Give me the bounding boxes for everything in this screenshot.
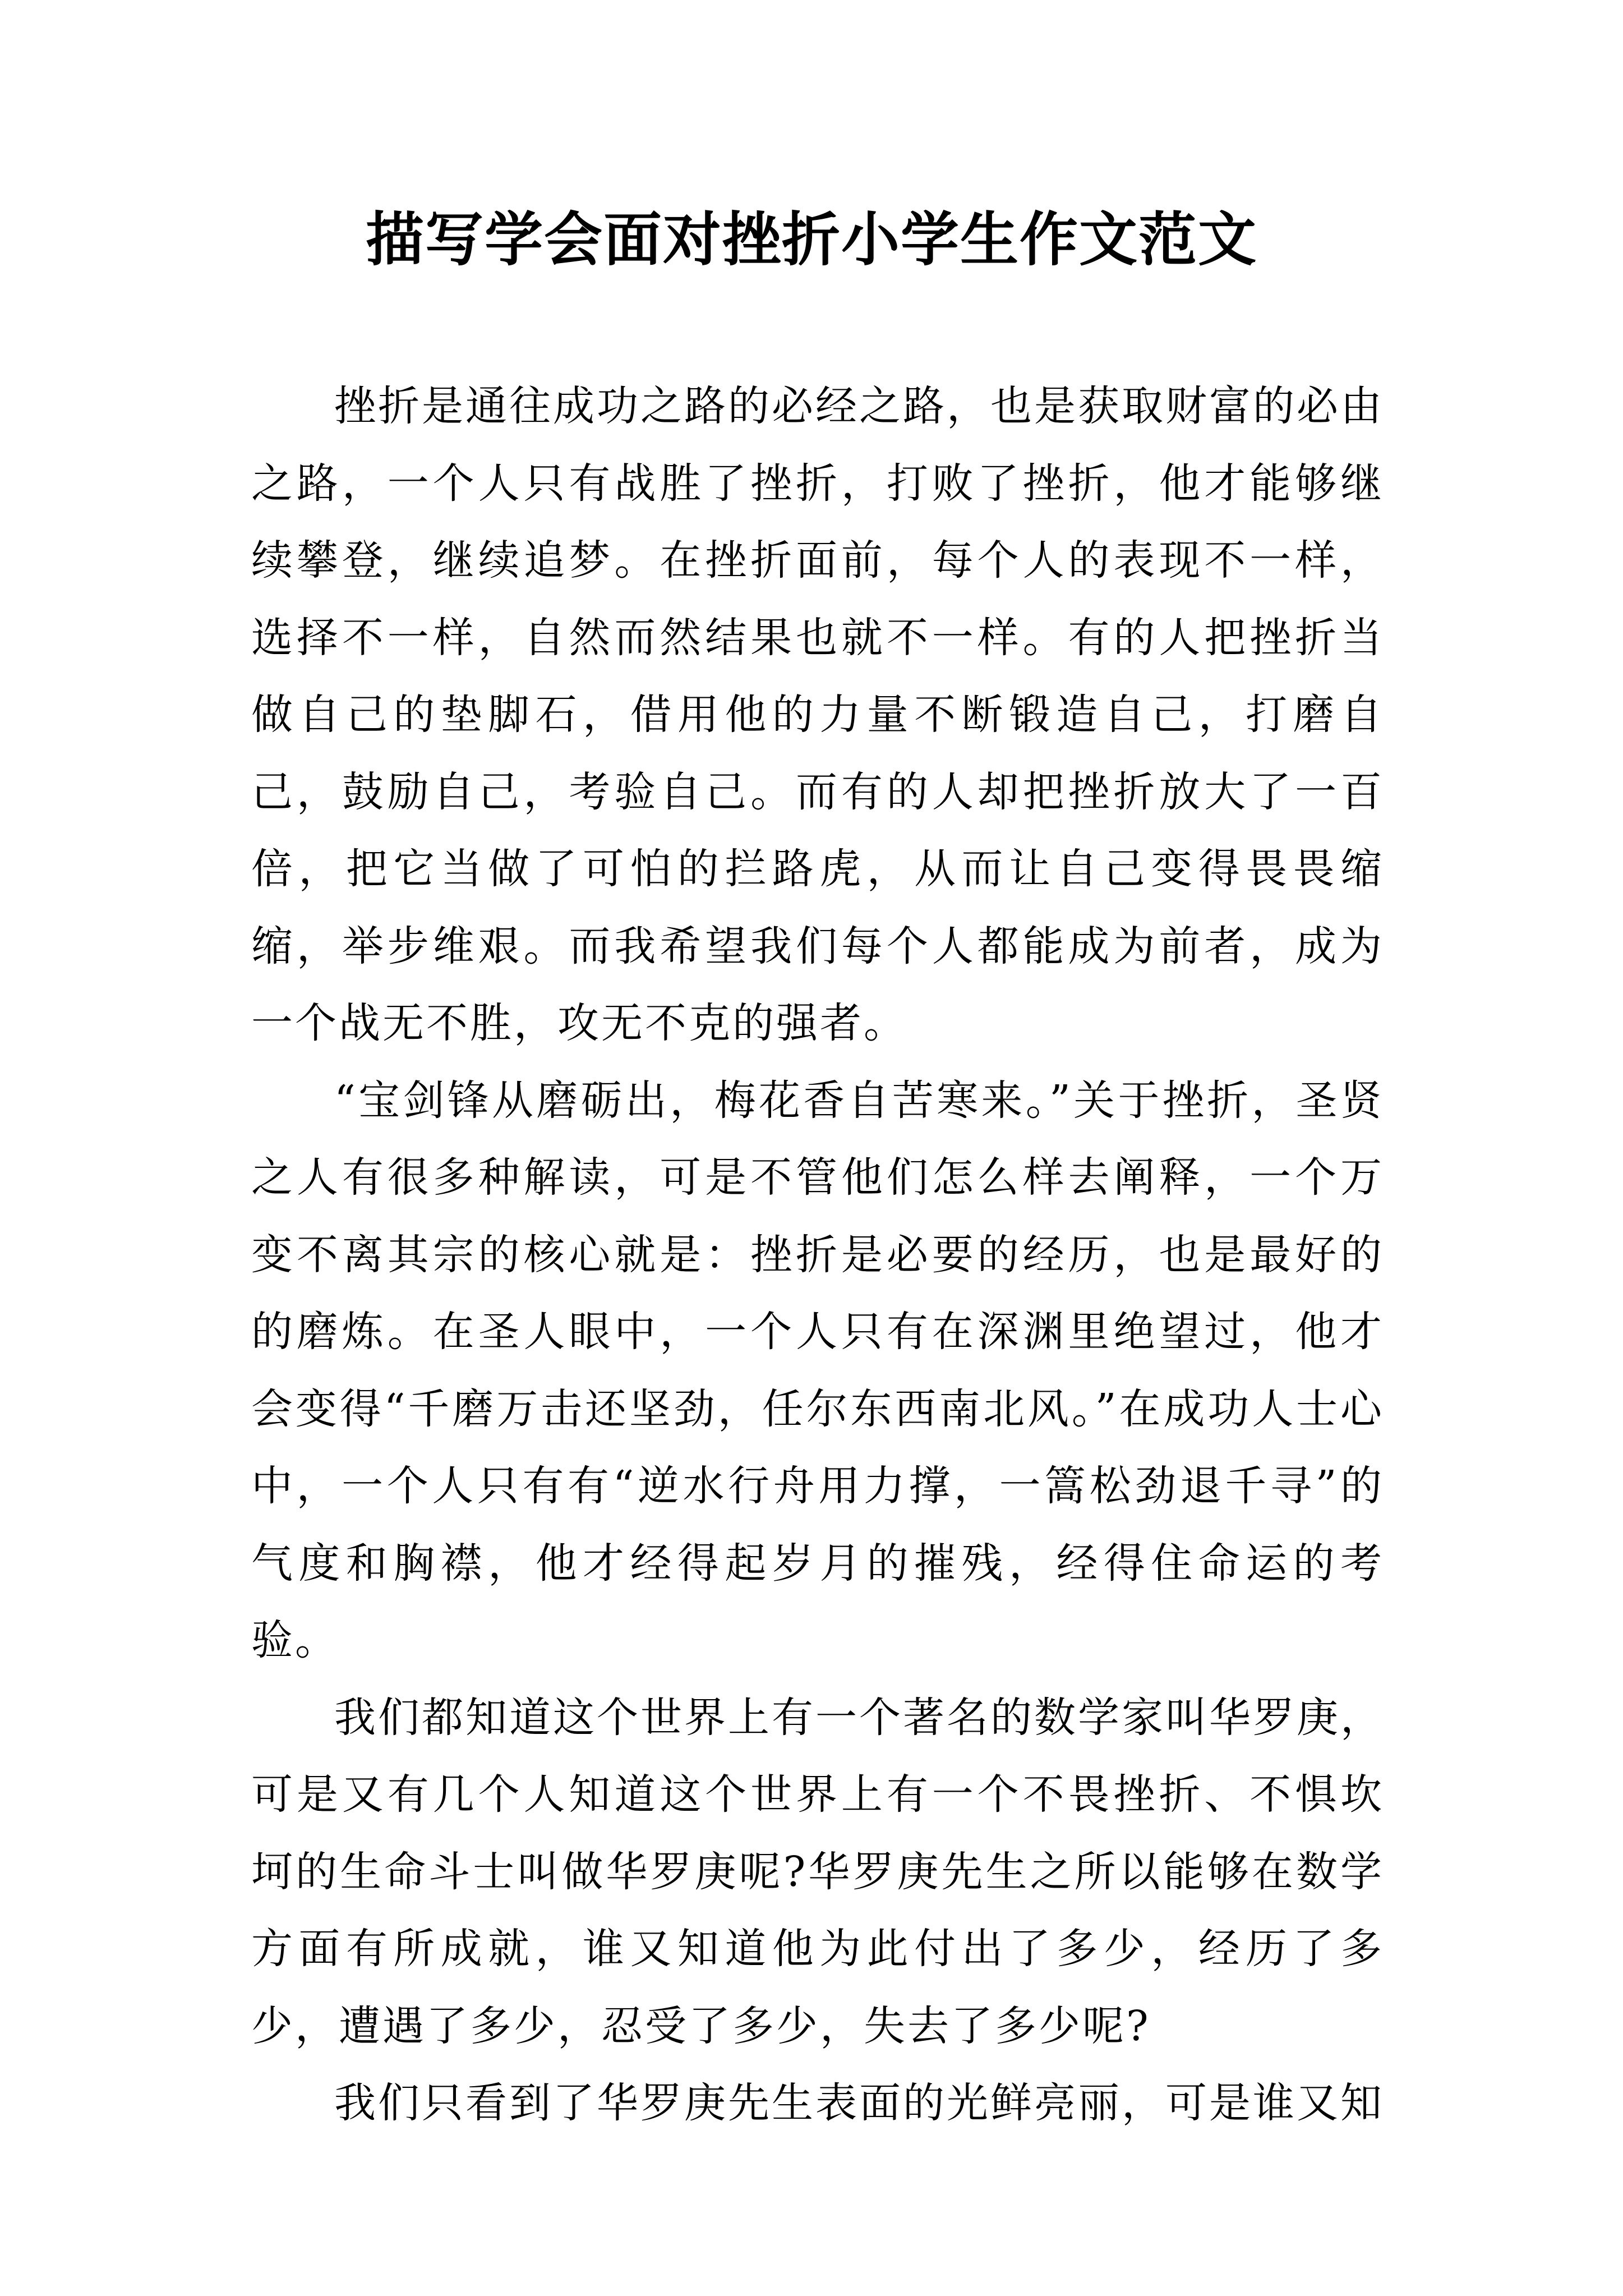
paragraph-1: 挫折是通往成功之路的必经之路，也是获取财富的必由之路，一个人只有战胜了挫折，打败了挫折，他才能够继续攀登，继续追梦。在挫折面前，每个人的表现不一样，选择不一样，自然而然结果也就不一样。有的人把挫折当做自己的垫脚石，借用他的力量不断锻造自己，打磨自己，鼓励自己，考验自己。而有的人却把挫折放大了一百倍，把它当做了可怕的拦路虎，从而让自己变得畏畏缩缩，举步维艰。而我希望我们每个人都能成为前者，成为一个战无不胜，攻无不克的强者。 — [251, 382, 1384, 1047]
paragraph-3: 我们都知道这个世界上有一个著名的数学家叫华罗庚，可是又有几个人知道这个世界上有一个不畏挫折、不惧坎坷的生命斗士叫做华罗庚呢?华罗庚先生之所以能够在数学方面有所成就，谁又知道他为此付出了多少，经历了多少，遭遇了多少，忍受了多少，失去了多少呢? — [251, 1693, 1384, 2050]
document-title: 描写学会面对挫折小学生作文范文 — [365, 205, 1257, 274]
paragraph-2: “宝剑锋从磨砺出，梅花香自苦寒来。”关于挫折，圣贤之人有很多种解读，可是不管他们怎么样去阐释，一个万变不离其宗的核心就是：挫折是必要的经历，也是最好的的磨炼。在圣人眼中，一个人只有在深渊里绝望过，他才会变得“千磨万击还坚劲，任尔东西南北风。”在成功人士心中，一个人只有有“逆水行舟用力撑，一篙松劲退千寻”的气度和胸襟，他才经得起岁月的摧残，经得住命运的考验。 — [251, 1076, 1384, 1664]
paragraph-4: 我们只看到了华罗庚先生表面的光鲜亮丽，可是谁又知 — [334, 2079, 1384, 2127]
document-body — [251, 368, 1384, 2142]
